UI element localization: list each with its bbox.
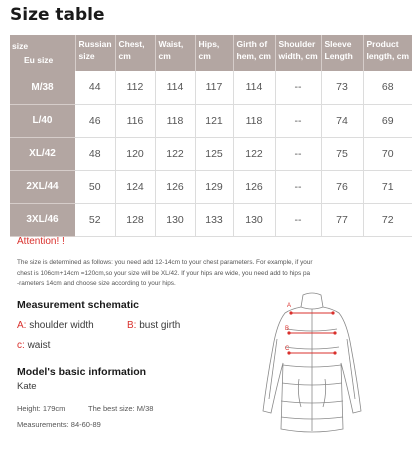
model-height — [17, 404, 65, 413]
corner-eu-size-label: Eu size — [24, 55, 54, 65]
table-cell: 75 — [321, 137, 363, 170]
legend-key: c: — [17, 340, 25, 351]
diagram-label-a: A — [287, 303, 292, 309]
table-cell: 128 — [115, 203, 155, 236]
size-table — [10, 35, 412, 237]
note-line: -rameters 14cm and choose size according to your hips. — [17, 280, 176, 287]
best-size-value: M/38 — [136, 404, 154, 413]
legend-key: A: — [17, 320, 27, 331]
table-cell: 120 — [115, 137, 155, 170]
table-cell: 116 — [115, 104, 155, 137]
column-header: Chest, cm — [115, 35, 155, 71]
size-cell: XL/42 — [10, 137, 75, 170]
table-cell: 73 — [321, 71, 363, 104]
table-cell: 69 — [363, 104, 412, 137]
marker-b-right — [333, 331, 336, 334]
table-header-row — [10, 35, 412, 71]
measurement-heading: Measurement schematic — [17, 299, 139, 311]
measurements-label: Measurements: — [17, 420, 69, 429]
column-header: Russian size — [75, 35, 115, 71]
legend-bust-girth — [127, 320, 180, 331]
table-cell: 126 — [233, 170, 275, 203]
coat-outline — [263, 293, 361, 432]
table-cell: 50 — [75, 170, 115, 203]
table-cell: -- — [275, 170, 321, 203]
measurements-value: 84-60-89 — [70, 420, 101, 429]
size-cell: 3XL/46 — [10, 203, 75, 236]
note-line: chest is 106cm+14cm =120cm,so your size will be XL/42. If your hips are wide, you need add to hips pa — [17, 269, 311, 277]
table-cell: 46 — [75, 104, 115, 137]
table-cell: -- — [275, 137, 321, 170]
legend-shoulder-width — [17, 320, 94, 331]
table-cell: 126 — [155, 170, 195, 203]
table-cell: 118 — [155, 104, 195, 137]
table-cell: 76 — [321, 170, 363, 203]
table-cell: 48 — [75, 137, 115, 170]
table-cell: -- — [275, 104, 321, 137]
table-row — [10, 137, 412, 170]
table-cell: 125 — [195, 137, 233, 170]
height-label: Height: — [17, 404, 41, 413]
column-header: Sleeve Length — [321, 35, 363, 71]
marker-a-right — [331, 311, 334, 314]
column-header: Waist, cm — [155, 35, 195, 71]
size-cell: M/38 — [10, 71, 75, 104]
model-info-heading: Model's basic information — [17, 366, 147, 378]
marker-c-right — [333, 351, 336, 354]
model-measurements — [17, 420, 101, 429]
table-cell: 71 — [363, 170, 412, 203]
table-cell: 122 — [233, 137, 275, 170]
note-line: The size is determined as follows: you need add 12-14cm to your chest parameters. For example, if your — [17, 259, 313, 266]
attention-heading: Attention! ! — [17, 236, 65, 247]
table-row — [10, 71, 412, 104]
table-cell: 68 — [363, 71, 412, 104]
legend-label: shoulder width — [29, 320, 94, 331]
table-cell: 118 — [233, 104, 275, 137]
table-cell: 112 — [115, 71, 155, 104]
table-cell: -- — [275, 71, 321, 104]
legend-label: bust girth — [139, 320, 181, 331]
table-cell: 74 — [321, 104, 363, 137]
table-cell: 70 — [363, 137, 412, 170]
legend-waist — [17, 340, 50, 351]
table-corner-header — [10, 35, 75, 71]
diagram-label-b: B — [285, 326, 290, 332]
table-cell: -- — [275, 203, 321, 236]
table-row — [10, 203, 412, 236]
model-best-size — [88, 404, 153, 413]
size-cell: 2XL/44 — [10, 170, 75, 203]
table-cell: 130 — [155, 203, 195, 236]
table-cell: 114 — [233, 71, 275, 104]
table-row — [10, 170, 412, 203]
model-name: Kate — [17, 381, 37, 392]
corner-size-label: size — [12, 41, 29, 51]
column-header: Hips, cm — [195, 35, 233, 71]
column-header: Shoulder width, cm — [275, 35, 321, 71]
column-header: Girth of hem, cm — [233, 35, 275, 71]
page-title: Size table — [10, 5, 105, 25]
size-cell: L/40 — [10, 104, 75, 137]
table-cell: 124 — [115, 170, 155, 203]
table-cell: 121 — [195, 104, 233, 137]
marker-a-left — [289, 311, 292, 314]
table-cell: 72 — [363, 203, 412, 236]
table-cell: 52 — [75, 203, 115, 236]
table-row — [10, 104, 412, 137]
coat-diagram — [247, 289, 377, 439]
table-cell: 44 — [75, 71, 115, 104]
diagram-label-c: C — [285, 346, 290, 352]
size-note — [17, 258, 413, 290]
table-cell: 77 — [321, 203, 363, 236]
legend-key: B: — [127, 320, 137, 331]
legend-label: waist — [27, 340, 51, 351]
height-value: 179cm — [42, 404, 66, 413]
table-cell: 114 — [155, 71, 195, 104]
best-size-label: The best size: — [88, 404, 135, 413]
column-header: Product length, cm — [363, 35, 412, 71]
table-cell: 117 — [195, 71, 233, 104]
table-cell: 130 — [233, 203, 275, 236]
table-cell: 122 — [155, 137, 195, 170]
table-cell: 129 — [195, 170, 233, 203]
table-cell: 133 — [195, 203, 233, 236]
